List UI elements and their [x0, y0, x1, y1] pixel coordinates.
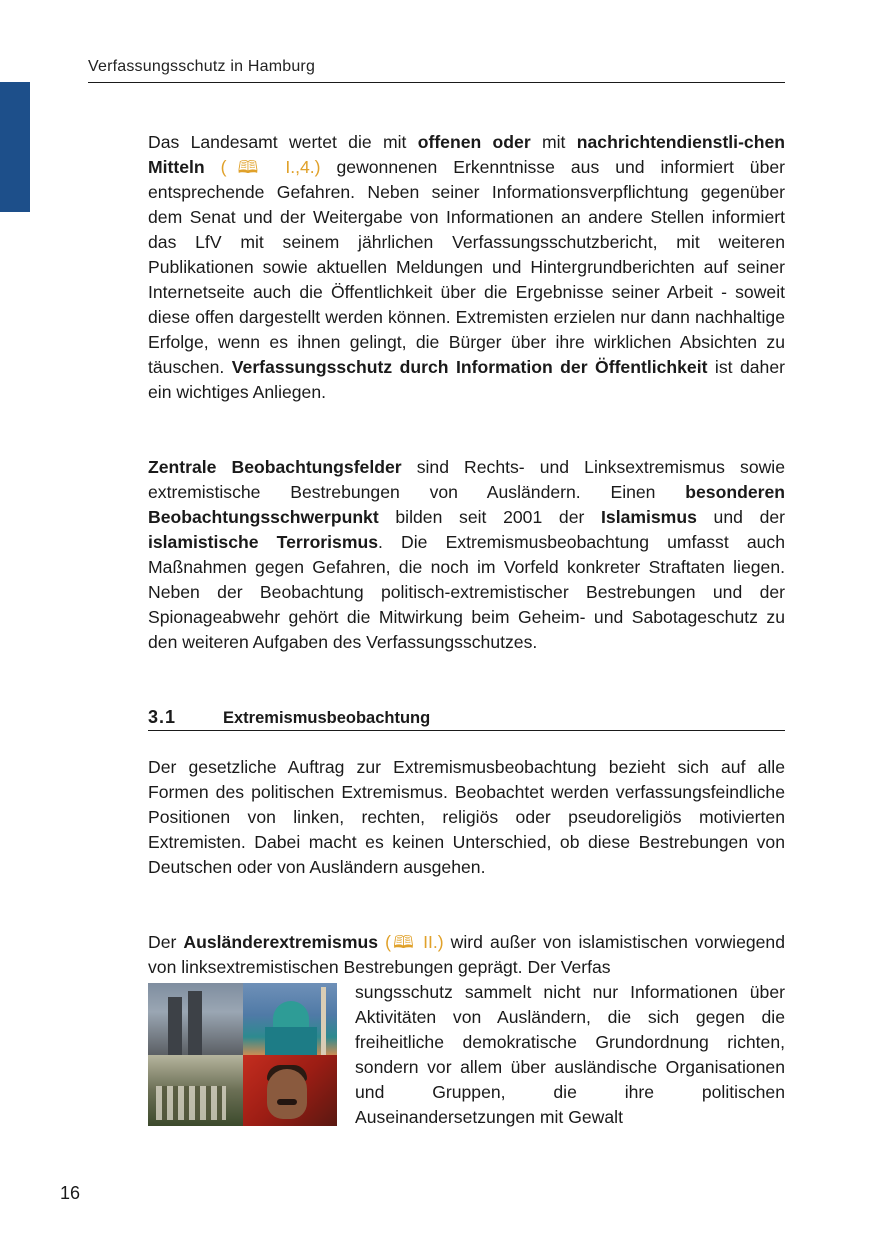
section-number: 3.1	[148, 707, 177, 727]
photo-mosque	[243, 983, 337, 1055]
book-reference-link[interactable]: (🕮 I.,4.)	[220, 157, 321, 177]
paragraph-foreign-extremism-cont: sungsschutz sammelt nicht nur Informationen über Aktivitäten von Ausländern, die sich gegen die freiheitliche demokratische Grundordnung richten, sondern vor allem über ausländische Organisationen und Gruppen, die ihre politischen Auseinandersetzungen mit Gewalt	[355, 982, 785, 1127]
photo-destroyed-building	[148, 1055, 243, 1126]
section-heading	[148, 707, 785, 731]
paragraph-foreign-extremism: Der Ausländerextremismus (🕮 II.) wird außer von islamistischen vorwiegend von linksextremistischen Bestrebungen geprägt. Der Verfas	[148, 932, 786, 977]
paragraph-extremism-mandate: Der gesetzliche Auftrag zur Extremismusbeobachtung bezieht sich auf alle Formen des politischen Extremismus. Beobachtet werden verfassungsfeindliche Positionen von linken, rechten, religiös oder pseudoreligiös motivierten Extremisten. Dabei macht es keinen Unterschied, ob diese Bestrebungen von Deutschen oder von Ausländern ausgehen.	[148, 757, 785, 877]
header-rule	[88, 82, 785, 83]
page-number: 16	[60, 1183, 81, 1203]
photo-twin-towers	[148, 983, 243, 1055]
photo-collage	[148, 983, 337, 1126]
section-title: Extremismusbeobachtung	[223, 709, 431, 727]
running-header: Verfassungsschutz in Hamburg	[88, 58, 316, 75]
paragraph-intro: Das Landesamt wertet die mit offenen oder mit nachrichtendienstli-chen Mitteln (🕮 I.,4.) gewonnenen Erkenntnisse aus und informiert über entsprechende Gefahren. Neben seiner Informationsverpflichtung gegenüber dem Senat und der Weitergabe von Informationen an andere Stellen informiert das LfV mit seinem jährlichen Verfassungsschutzbericht, mit weiteren Publikationen sowie aktuellen Meldungen und Hintergrundberichten auf seiner Internetseite auch die Öffentlichkeit über die Ergebnisse seiner Arbeit - soweit diese offen dargestellt werden können. Extremisten erzielen nur dann nachhaltige Erfolge, wenn es ihnen gelingt, die Bürger über ihre wirklichen Absichten zu täuschen. Verfassungsschutz durch Information der Öffentlichkeit ist daher ein wichtiges Anliegen.	[148, 132, 786, 402]
book-reference-link[interactable]: (🕮 II.)	[385, 932, 444, 952]
paragraph-observation-fields: Zentrale Beobachtungsfelder sind Rechts- und Linksextremismus sowie extremistische Bestrebungen von Ausländern. Einen besonderen Beobachtungsschwerpunkt bilden seit 2001 der Islamismus und der islamistische Terrorismus. Die Extremismusbeobachtung umfasst auch Maßnahmen gegen Gefahren, die noch im Vorfeld konkreter Straftaten liegen. Neben der Beobachtung politisch-extremistischer Bestrebungen und der Spionageabwehr gehört die Mitwirkung beim Geheim- und Sabotageschutz zu den weiteren Aufgaben des Verfassungsschutzes.	[148, 457, 786, 652]
chapter-tab-marker	[0, 82, 30, 212]
photo-portrait	[243, 1055, 337, 1126]
